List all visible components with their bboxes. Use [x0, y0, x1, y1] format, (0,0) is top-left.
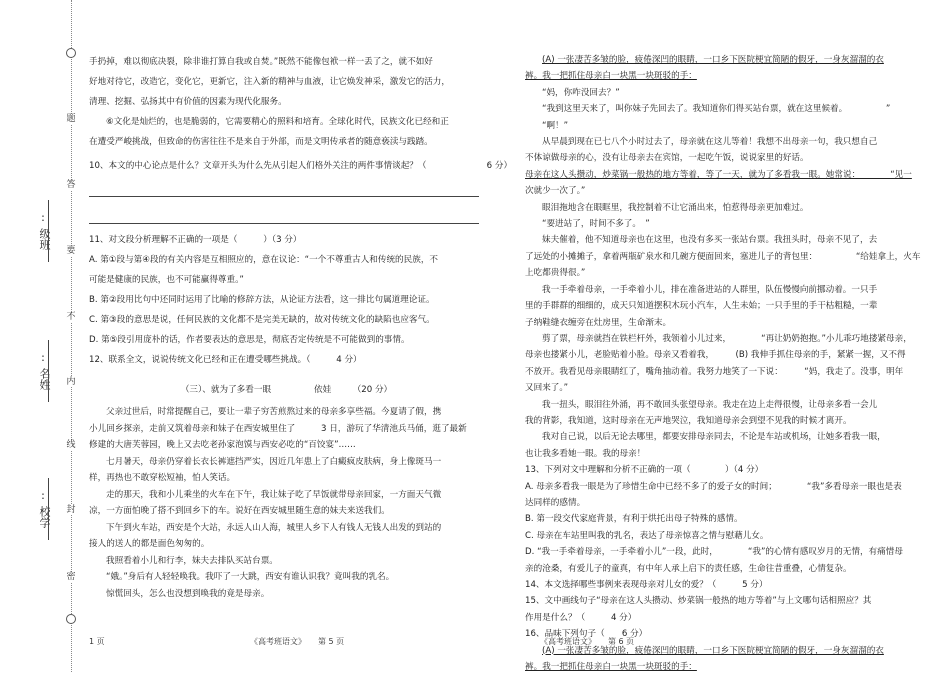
answer-line[interactable] — [89, 209, 479, 224]
text-line: 达同样的感情。 — [525, 497, 586, 508]
text-line: 惊慌回头，怎么也没想到唤我的竟是母亲。 — [106, 588, 270, 599]
option-a: A. 第①段与第④段的有关内容是互相照应的，意在议论：“一个不尊重古人和传统的民族，不 — [89, 255, 439, 265]
option-a: A. 母亲多看我一眼是为了珍惜生命中已经不多了的爱子女的时间； “我”多看母亲一眼也是表 — [525, 481, 902, 492]
text-line: 在遭受严峻挑战，但致命的伤害往往不是来自于外部，而是文明传承者的随意亵渎与践踏。 — [89, 137, 433, 147]
binding-char: 密 — [66, 572, 76, 582]
text-line: 手扔掉，难以彻底决裂，除非谁打算自我或自焚。”既然不能像包袱一样一丢了之，就不如好 — [89, 57, 433, 67]
option-d: D. “我一手牵着母亲，一手牵着小儿”一段，此时， “我”的心情有感叹岁月的无情，有痛惜母 — [525, 547, 903, 558]
field-name-label: 名姓 — [38, 368, 51, 390]
text-line: 上吃都贵得很。” — [525, 268, 586, 279]
underlined-sentence: 母亲在这人头攒动，炒菜锅一般热的地方等着，等了一天，就为了多看我一眼。她常说： “见一 — [525, 169, 912, 180]
question-12: 12、联系全文，说说传统文化已经和正在遭受哪些挑战。（ 4 分） — [89, 355, 362, 365]
text-line: 又回来了。” — [525, 383, 569, 394]
field-school-line[interactable] — [48, 478, 49, 540]
question-13: 13、下列对文中理解和分析不正确的一项（ ）（4 分） — [525, 465, 764, 476]
binding-char: 线 — [66, 440, 76, 450]
passage-a: (A) 一张凄苦多皱的脸，疲倦深凹的眼睛，一口乡下医院梗宜简陋的假牙，一身灰溜溜的衣 — [542, 55, 884, 65]
text-line: 次就少一次了。” — [525, 186, 586, 197]
text-line: 眼泪拖地含在眼眶里，我控制着不让它涌出来，怕惹得母亲更加难过。 — [542, 202, 809, 213]
text-line: 修建的大唐芙蓉园，晚上又去吃老孙家泡馍与西安必吃的“百饺宴”…… — [89, 440, 356, 450]
text-line: 我一扭头，眼泪往外涌，再不敢回头张望母亲。我走在边上走得很慢，让母亲多看一会儿 — [542, 399, 878, 410]
field-school-colon: : — [41, 489, 45, 502]
option-c: C. 母亲在车站里叫我的乳名，表达了母亲惊喜之情与慰藉儿女。 — [525, 530, 769, 541]
field-name-colon: : — [41, 351, 45, 364]
binding-char: 内 — [66, 377, 76, 387]
footer-title-right: 《高考班语文》 第 6 页 — [540, 637, 635, 646]
passage-a-repeat: 裤。我一把抓住母亲白一块黑一块斑驳的手： — [525, 662, 697, 673]
field-class-colon: : — [41, 211, 45, 224]
text-line: “娥。”身后有人轻轻唤我。我吓了一大跳，西安有谁认识我？竟叫我的乳名。 — [106, 572, 395, 582]
footer-title-left: 《高考班语文》 第 5 页 — [250, 637, 345, 646]
text-line: 我一手牵着母亲，一手牵着小儿，排在准备进站的人群里，队伍慢慢向前挪动着。一只手 — [542, 284, 878, 295]
text-line: 凉，一方面怕晚了搭不到回乡下的车。说好在西安城里随生意的妹夫来送我们。 — [89, 506, 390, 516]
text-line: 清理、挖掘、弘扬其中有价值的因素为现代化服务。 — [89, 97, 287, 107]
text-line: “要进站了，时间不多了。 ” — [542, 219, 650, 230]
field-name-line[interactable] — [48, 340, 49, 402]
text-line: 我的背影，我知道，这时母亲在无声地哭泣，我知道母亲会到望不见我的时候才离开。 — [525, 415, 852, 426]
option-c: C. 第③段的意思是说，任何民族的文化都不是完美无缺的，故对传统文化的缺陷也应客气。 — [89, 315, 435, 325]
text-line: 从早晨到现在已七八个小时过去了，母亲就在这儿等着！我想不出母亲一句，我只想自己 — [542, 137, 878, 148]
text-line: 母亲也搂紧小儿，老脸贴着小脸。母亲又看着我， (B) 我伸手抓住母亲的手，紧紧一握，又不得 — [525, 350, 906, 361]
binding-char: 不 — [66, 312, 76, 322]
question-11: 11、对文段分析理解不正确的一项是（ ）（3 分） — [89, 235, 302, 245]
passage-a-repeat: (A) 一张凄苦多皱的脸，疲倦深凹的眼睛，一口乡下医院梗宜简陋的假牙，一身灰溜溜的衣 — [542, 645, 884, 656]
text-line: 作用是什么？（ 4 分） — [525, 612, 637, 623]
text-line: 也让我多看她一眼。我的母亲！ — [525, 448, 646, 459]
text-line: 亲的沧桑，有爱儿子的童真，有中年人承上启下的责任感，生命往昔重叠，心情复杂。 — [525, 563, 852, 574]
text-line: 父亲过世后，时常提醒自己，要让一辈子穷苦煎熬过来的母亲多享些福。今夏请了假，携 — [106, 407, 442, 417]
text-line: 里的手群群的细细的，成天只知道摆积木玩小汽车，人生未始；一只手里的手干枯粗糙，一辈 — [525, 301, 878, 312]
right-column — [525, 52, 930, 675]
text-line: 下午到火车站，西安是个大站，永远人山人海，城里人乡下人有钱人无钱人出发的到站的 — [106, 522, 442, 533]
binding-char: 题 — [66, 114, 76, 124]
text-line: 子纳鞋缝衣缠旁在灶房里，生命渐末。 — [525, 317, 672, 328]
binding-hole-bottom — [66, 614, 76, 624]
text-line: 小儿回乡探亲，走前又筑着母亲和妹子在西安城里住了 3 日，游玩了华清池兵马俑，逛了最新 — [89, 423, 467, 434]
text-line: 妹夫催着，他不知道母亲也在这里，也没有多买一张站台票。我扭头时，母亲不见了，去 — [542, 235, 878, 246]
field-class-line[interactable] — [48, 200, 49, 262]
binding-margin — [0, 0, 86, 672]
text-line: ⑥文化是灿烂的，也是脆弱的，它需要精心的照料和培育。全球化时代，民族文化已经和正 — [106, 117, 449, 127]
question-15: 15、文中画线句子“母亲在这人头攒动、炒菜锅一般热的地方等着”与上文哪句话相照应？其 — [525, 596, 872, 607]
text-line: 不放开。我看见母亲眼睛红了，嘴角抽动着。我努力地笑了一下说： “妈，我走了。没事，明年 — [525, 366, 904, 377]
page-number: 1 页 — [89, 637, 105, 646]
text-line: 我对自己说，以后无论去哪里，都要安排母亲同去，不论是车站或机场，让她多看我一眼， — [542, 432, 886, 443]
text-line: 可能是健康的民族，也不可能赢得尊重。” — [89, 275, 244, 285]
text-line: 样，再热也不敢穿松短袖，怕人笑话。 — [89, 473, 236, 483]
text-line: 了远处的小摊摊子，拿着两瓶矿泉水和几碗方便面回来，塞进儿子的背包里： “给娃拿上，火车 — [525, 251, 921, 262]
option-b: B. 第②段用比句中还同时运用了比喻的修辞方法，从论证方法看，这一排比句属道理论证。 — [89, 295, 435, 305]
text-line: 我照看着小儿和行李，妹夫去排队买站台票。 — [106, 555, 278, 566]
text-line: “啊！” — [542, 120, 569, 131]
binding-char: 封 — [66, 505, 76, 515]
text-line: 走的那天，我和小儿乘坐的火车在下午，我让妹子吃了早饭就带母亲回家，一方面天气微 — [106, 489, 442, 500]
text-line: “妈，你咋没回去？” — [542, 87, 620, 98]
question-16: 16、品味下列句子（ 6 分） — [525, 629, 648, 640]
field-school-label: 校学 — [38, 506, 51, 528]
text-line: 接人的送人的都是面色匆匆的。 — [89, 539, 210, 549]
question-14: 14、本文选择哪些事例来表现母亲对儿女的爱？（ 5 分） — [525, 580, 768, 590]
binding-char: 要 — [66, 246, 76, 256]
option-b: B. 第一段交代家庭背景，有利于烘托出母子特殊的感情。 — [525, 514, 743, 525]
binding-hole-top — [66, 48, 76, 58]
passage-a: 裤。我一把抓住母亲白一块黑一块斑驳的手： — [525, 71, 697, 82]
answer-line[interactable] — [89, 182, 479, 197]
question-10: 10、本文的中心论点是什么？文章开头为什么先从引起人们格外关注的两件事情谈起？（ 6 分） — [89, 161, 513, 171]
text-line: 不体谅做母亲的心，没有让母亲去在宾馆，一起吃午饭，说说家里的好话。 — [525, 153, 809, 164]
option-d: D. 第⑤段引用庞朴的话，作者要表达的意思是，彻底否定传统是不可能做到的事情。 — [89, 335, 410, 345]
text-line: “我到这里天来了，叫你妹子先回去了。我知道你们得买站台票，就在这里候着。 ” — [542, 104, 891, 115]
binding-char: 答 — [66, 180, 76, 190]
text-line: 剪了票，母亲就挡在铁栏杆外，我领着小儿过来， “再让奶奶抱抱。”小儿乖巧地搂紧母亲， — [542, 333, 912, 344]
left-column — [89, 52, 513, 602]
field-class-label: 级班 — [38, 228, 51, 250]
section-title: （三）、就为了多看一眼 依娃 （20 分） — [180, 385, 393, 395]
text-line: 好地对待它，改造它，变化它，更新它，注入新的精神与血液，让它焕发神采，激发它的活力， — [89, 77, 450, 87]
text-line: 七月暑天，母亲仍穿着长衣长裤遮挡严实，因近几年患上了白癜疯皮肤病，身上像斑马一 — [106, 456, 442, 467]
